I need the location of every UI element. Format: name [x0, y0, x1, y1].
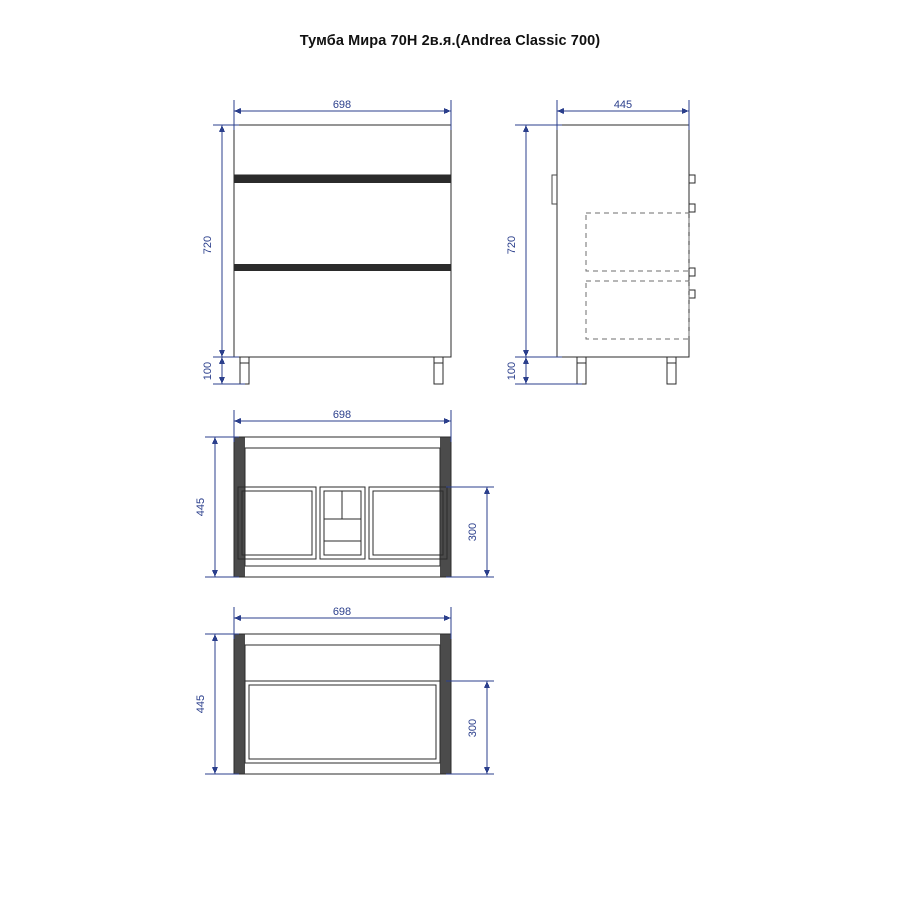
dim-front-legs: 100: [202, 361, 214, 381]
dim-top2-depth: 445: [195, 694, 207, 714]
dim-top2-width: 698: [332, 606, 352, 618]
dim-side-depth: 445: [613, 99, 633, 111]
dim-front-width: 698: [332, 99, 352, 111]
dim-side-height: 720: [506, 235, 518, 255]
front-view-geometry: [234, 125, 451, 384]
page-title: Тумба Мира 70Н 2в.я.(Andrea Classic 700): [299, 33, 601, 49]
dim-top1-width: 698: [332, 409, 352, 421]
dim-front-height: 720: [202, 235, 214, 255]
dim-top1-depth: 445: [195, 497, 207, 517]
side-view-geometry: [552, 125, 695, 384]
dim-side-legs: 100: [506, 361, 518, 381]
side-view-hidden-lines: [586, 213, 689, 339]
top-view-open-geometry: [234, 437, 451, 577]
dim-top2-inner-depth: 300: [467, 718, 479, 738]
top-view-closed-geometry: [234, 634, 451, 774]
dim-top1-inner-depth: 300: [467, 522, 479, 542]
